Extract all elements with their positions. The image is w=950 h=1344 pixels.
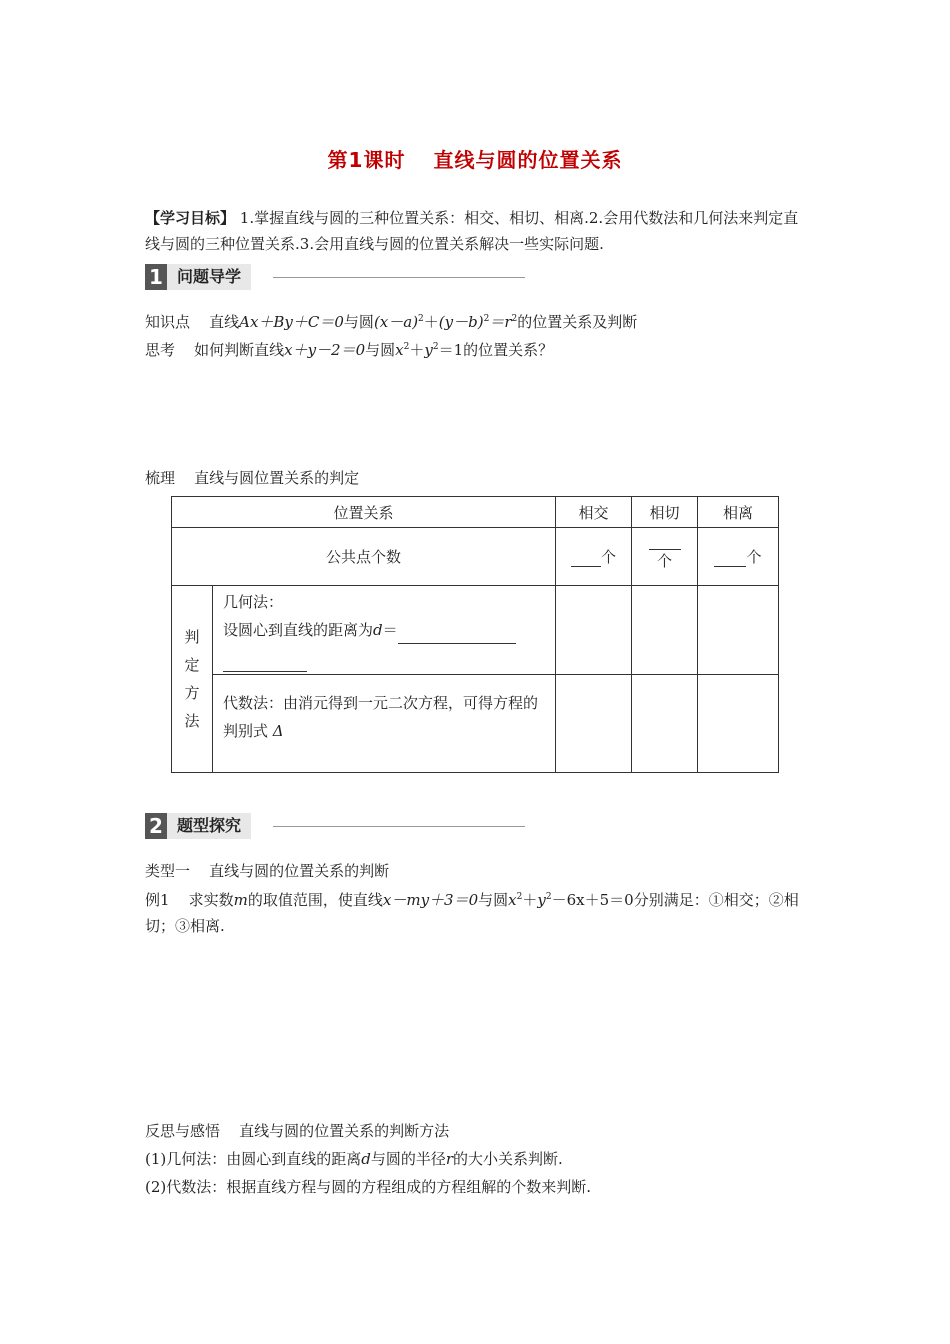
think-y: y (424, 341, 433, 359)
judge-char-4: 法 (184, 712, 200, 730)
example-y: y (537, 891, 546, 909)
knowledge-pre: 直线 (209, 313, 240, 331)
section-divider (273, 826, 525, 827)
think-line-eq: x＋y－2＝0 (284, 341, 366, 359)
section-number: 2 (145, 813, 167, 839)
example-exp-1: 2 (516, 892, 523, 902)
example-x: x (508, 891, 517, 909)
header-intersect: 相交 (556, 497, 632, 528)
geo-intersect-cell[interactable] (556, 586, 632, 675)
var-m: m (233, 891, 248, 909)
discriminant-var: Δ (272, 722, 284, 740)
common-points-separate (698, 528, 779, 586)
goal-text: 1.掌握直线与圆的三种位置关系：相交、相切、相离.2.会用代数法和几何法来判定直线与圆的三种位置关系.3.会用直线与圆的位置关系解决一些实际问题. (145, 209, 799, 253)
think-post: 的位置关系？ (463, 341, 554, 359)
knowledge-label: 知识点 (145, 313, 191, 331)
algebraic-text: 代数法：由消元得到一元二次方程，可得方程的判别式 (223, 694, 539, 740)
section-header-2 (145, 813, 525, 839)
answer-blank[interactable] (571, 566, 601, 567)
exp-3: 2 (511, 314, 518, 324)
table-row-common-points (172, 528, 779, 586)
example-eq-end: －6x＋5＝0 (551, 891, 634, 909)
knowledge-post: 的位置关系及判断 (517, 313, 638, 331)
reflect-var-r: r (445, 1150, 454, 1168)
common-points-intersect (556, 528, 632, 586)
geometric-text: 设圆心到直线的距离为 (223, 621, 374, 639)
judgement-table (171, 496, 779, 773)
title-lesson: 第1课时 (327, 148, 406, 172)
reflect-text: 直线与圆的位置关系的判断方法 (239, 1122, 450, 1140)
judge-char-2: 定 (184, 656, 200, 674)
example-label: 例1 (145, 891, 170, 909)
section-label: 问题导学 (167, 264, 251, 290)
example-one (145, 887, 817, 939)
reflect-item2: (2)代数法：根据直线方程与圆的方程组成的方程组解的个数来判断. (145, 1178, 592, 1196)
exp-2: 2 (483, 314, 490, 324)
example-mid2: 与圆 (478, 891, 509, 909)
example-pre: 求实数 (188, 891, 234, 909)
common-points-tangent (632, 528, 698, 586)
example-exp-2: 2 (545, 892, 552, 902)
title-topic: 直线与圆的位置关系 (433, 148, 623, 172)
header-tangent: 相切 (632, 497, 698, 528)
reflection (145, 1118, 817, 1200)
geo-tangent-cell[interactable] (632, 586, 698, 675)
circle-term-y: (y－b) (438, 313, 484, 331)
distance-var: d (373, 621, 383, 639)
unit-label: 个 (656, 552, 672, 570)
answer-blank[interactable] (398, 643, 516, 644)
equals-sign: ＝ (382, 621, 398, 639)
think-label: 思考 (145, 341, 176, 359)
geometric-method (213, 586, 556, 675)
think-x: x (395, 341, 404, 359)
circle-term-x: (x－a) (373, 313, 419, 331)
reflect-item1-post: 的大小关系判断. (453, 1150, 563, 1168)
page-title (0, 144, 950, 173)
judge-char-3: 方 (184, 684, 200, 702)
circle-term-r: ＝r (489, 313, 512, 331)
table-row-geometric (172, 586, 779, 675)
geo-separate-cell[interactable] (698, 586, 779, 675)
type-text: 直线与圆的位置关系的判断 (209, 862, 390, 880)
section-label: 题型探究 (167, 813, 251, 839)
answer-blank[interactable] (649, 541, 681, 550)
unit-label: 个 (746, 548, 762, 566)
type-one-heading (145, 858, 745, 884)
judge-char-1: 判 (184, 628, 200, 646)
summary-line (145, 465, 745, 491)
algebraic-method (213, 675, 556, 773)
think-mid: 与圆 (365, 341, 396, 359)
think-eq-end: ＝1 (438, 341, 464, 359)
plus-sign: ＋ (423, 313, 439, 331)
answer-blank[interactable] (223, 671, 307, 672)
section-divider (273, 277, 525, 278)
learning-goals (145, 205, 810, 257)
reflect-label: 反思与感悟 (145, 1122, 221, 1140)
goal-tag: 【学习目标】 (145, 209, 236, 227)
section-header-1 (145, 264, 525, 290)
summary-label: 梳理 (145, 469, 176, 487)
think-exp-2: 2 (432, 342, 439, 352)
example-mid1: 的取值范围，使直线 (247, 891, 383, 909)
reflect-item1-mid: 与圆的半径 (370, 1150, 446, 1168)
geometric-title: 几何法： (223, 593, 284, 611)
example-post: 分别满足：①相交；②相切；③相离. (145, 891, 799, 935)
judge-method-label (172, 586, 213, 773)
think-pre: 如何判断直线 (194, 341, 285, 359)
alg-intersect-cell[interactable] (556, 675, 632, 773)
line-equation: Ax＋By＋C＝0 (239, 313, 344, 331)
knowledge-point (145, 309, 825, 335)
think-plus: ＋ (409, 341, 425, 359)
answer-blank[interactable] (714, 566, 746, 567)
knowledge-mid: 与圆 (343, 313, 374, 331)
think-exp-1: 2 (403, 342, 410, 352)
header-relation: 位置关系 (172, 497, 556, 528)
common-points-label: 公共点个数 (172, 528, 556, 586)
reflect-var-d: d (361, 1150, 371, 1168)
header-separate: 相离 (698, 497, 779, 528)
unit-label: 个 (600, 548, 616, 566)
alg-separate-cell[interactable] (698, 675, 779, 773)
type-label: 类型一 (145, 862, 191, 880)
think-question (145, 337, 825, 363)
example-plus: ＋ (522, 891, 538, 909)
summary-text: 直线与圆位置关系的判定 (194, 469, 360, 487)
example-line-eq: x－my＋3＝0 (382, 891, 479, 909)
table-row-algebraic (172, 675, 779, 773)
alg-tangent-cell[interactable] (632, 675, 698, 773)
reflect-item1-pre: (1)几何法：由圆心到直线的距离 (145, 1150, 362, 1168)
exp-1: 2 (418, 314, 424, 324)
section-number: 1 (145, 264, 167, 290)
table-header-row (172, 497, 779, 528)
